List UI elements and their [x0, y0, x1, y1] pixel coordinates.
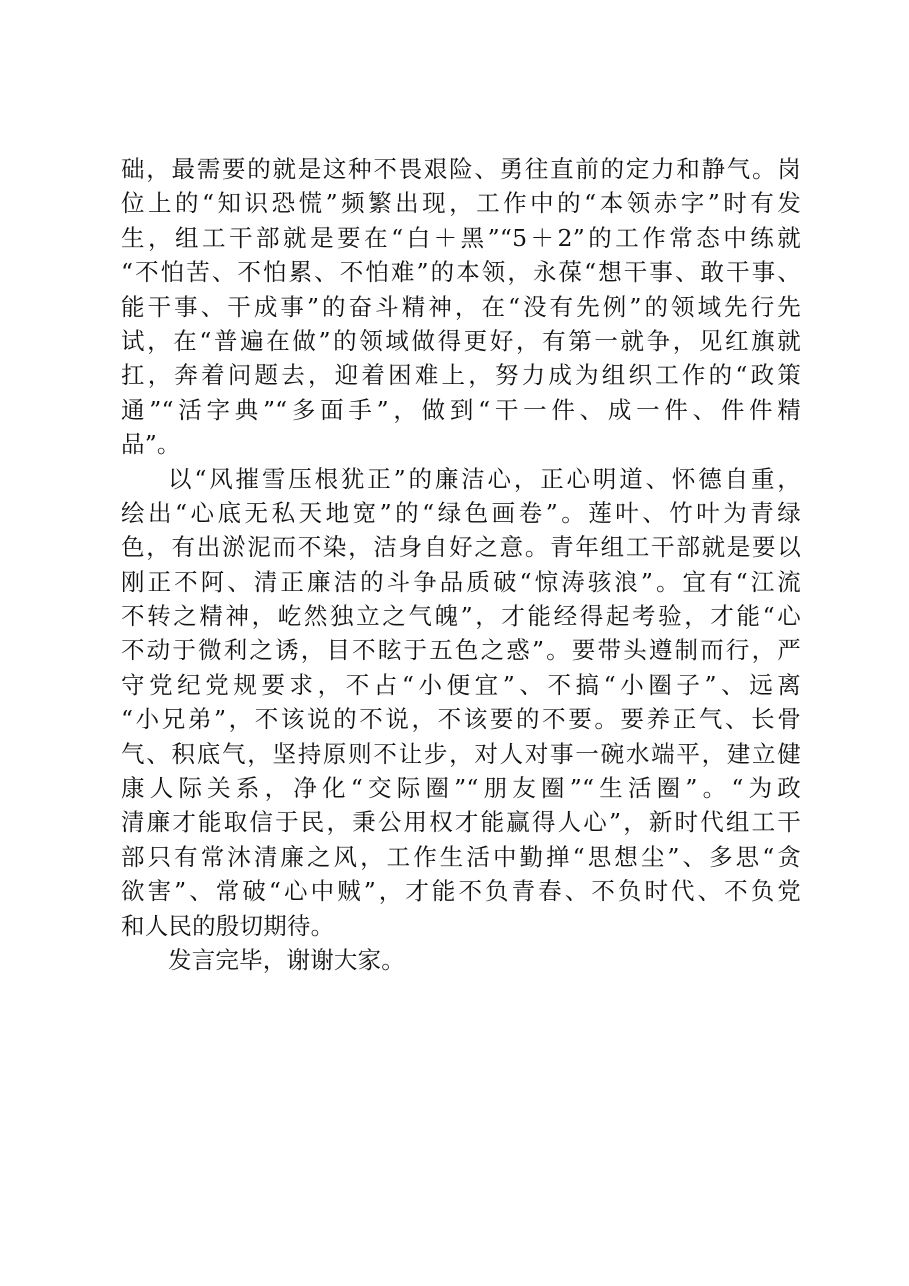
text-line: “小兄弟”，不该说的不说，不该要的不要。要养正气、长骨 — [121, 705, 801, 734]
text-line: 绘出“心底无私天地宽”的“绿色画卷”。莲叶、竹叶为青绿 — [121, 498, 801, 527]
text-line: 发言完毕，谢谢大家。 — [168, 945, 405, 974]
text-line: 色，有出淤泥而不染，洁身自好之意。青年组工干部就是要以 — [121, 533, 801, 562]
text-line: 生，组工干部就是要在“白＋黑”“5＋2”的工作常态中练就 — [121, 223, 801, 252]
text-line: 部只有常沐清廉之风，工作生活中勤掸“思想尘”、多思“贪 — [121, 842, 801, 871]
text-line: “不怕苦、不怕累、不怕难”的本领，永葆“想干事、敢干事、 — [121, 258, 801, 287]
text-line: 刚正不阿、清正廉洁的斗争品质破“惊涛骇浪”。宜有“江流 — [121, 567, 801, 596]
text-line: 守党纪党规要求，不占“小便宜”、不搞“小圈子”、远离 — [121, 670, 801, 699]
text-line: 和人民的殷切期待。 — [121, 911, 335, 940]
text-line: 试，在“普遍在做”的领域做得更好，有第一就争，见红旗就 — [121, 326, 801, 355]
text-line: 清廉才能取信于民，秉公用权才能赢得人心”，新时代组工干 — [121, 808, 801, 837]
text-line: 气、积底气，坚持原则不让步，对人对事一碗水端平，建立健 — [121, 739, 801, 768]
text-line: 欲害”、常破“心中贼”，才能不负青春、不负时代、不负党 — [121, 877, 801, 906]
text-line: 扛，奔着问题去，迎着困难上，努力成为组织工作的“政策 — [121, 361, 801, 390]
text-line: 品”。 — [121, 430, 181, 459]
document-body — [121, 152, 801, 977]
text-line: 础，最需要的就是这种不畏艰险、勇往直前的定力和静气。岗 — [121, 155, 801, 183]
text-line: 不动于微利之诱，目不眩于五色之惑”。要带头遵制而行，严 — [121, 636, 801, 665]
text-line: 康人际关系，净化“交际圈”“朋友圈”“生活圈”。“为政 — [121, 774, 801, 803]
text-line: 通”“活字典”“多面手”，做到“干一件、成一件、件件精 — [121, 395, 801, 424]
text-line: 位上的“知识恐慌”频繁出现，工作中的“本领赤字”时有发 — [121, 189, 801, 218]
text-line: 以“风摧雪压根犹正”的廉洁心，正心明道、怀德自重， — [168, 464, 801, 493]
text-line: 能干事、干成事”的奋斗精神，在“没有先例”的领域先行先 — [121, 292, 801, 321]
text-line: 不转之精神，屹然独立之气魄”，才能经得起考验，才能“心 — [121, 602, 801, 631]
